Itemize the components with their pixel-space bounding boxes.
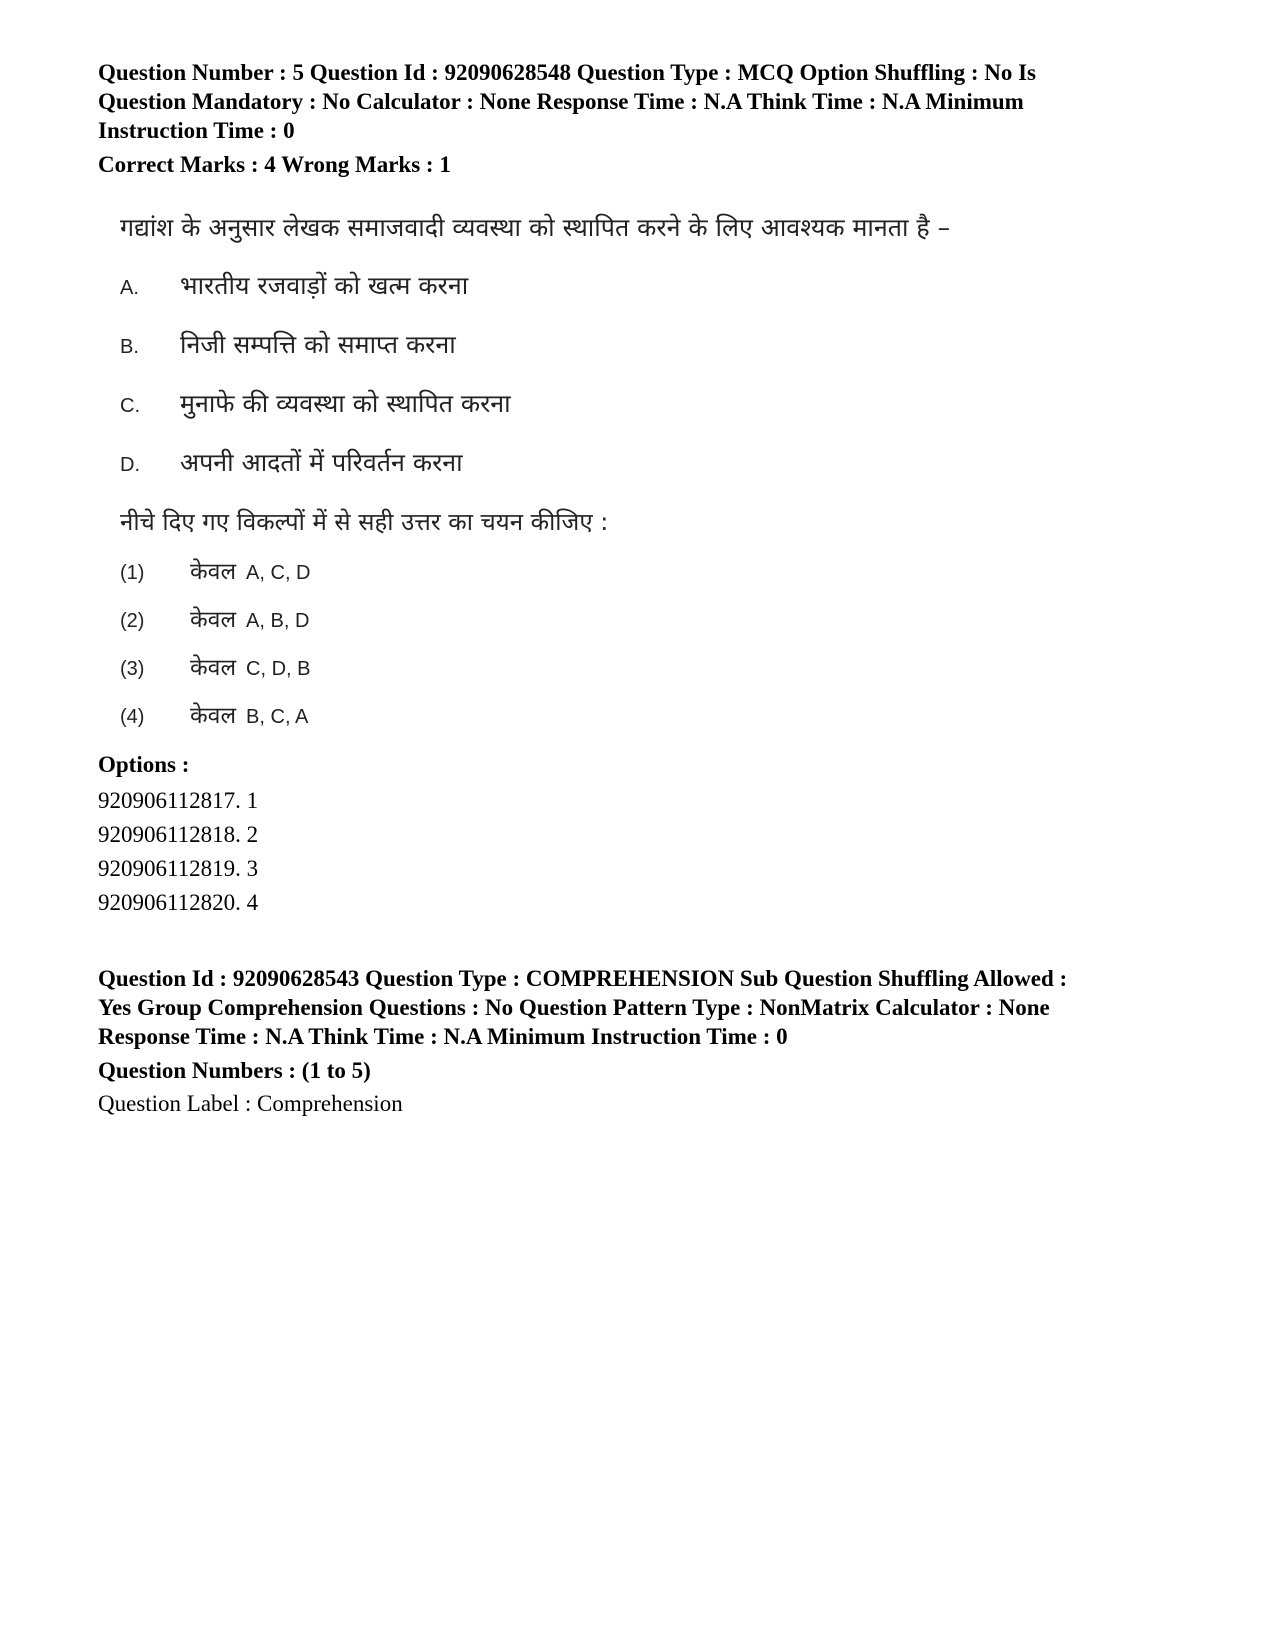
choice-word: केवल (190, 655, 237, 681)
comprehension-meta-line-1: Question Id : 92090628543 Question Type : COMPREHENSION Sub Question Shuffling Allowed : (98, 966, 1068, 991)
question-numbers: Question Numbers : (1 to 5) (98, 1058, 371, 1083)
comprehension-meta-line-2: Yes Group Comprehension Questions : No Question Pattern Type : NonMatrix Calculator : None (98, 995, 1050, 1020)
statement-text: भारतीय रजवाड़ों को खत्म करना (180, 271, 469, 300)
question-5-marks: Correct Marks : 4 Wrong Marks : 1 (98, 152, 451, 177)
choice-number: (3) (120, 658, 145, 680)
choice-4 (120, 701, 1198, 732)
statement-text: अपनी आदतों में परिवर्तन करना (180, 448, 463, 477)
question-stem: गद्यांश के अनुसार लेखक समाजवादी व्यवस्था को स्थापित करने के लिए आवश्यक मानता है – (120, 213, 951, 242)
choice-number: (2) (120, 610, 145, 632)
option-1: 920906112817. 1 (98, 788, 259, 813)
statement-letter: C. (120, 395, 140, 417)
choice-letters: A, B, D (246, 610, 310, 632)
comprehension-meta-line-3: Response Time : N.A Think Time : N.A Minimum Instruction Time : 0 (98, 1024, 788, 1049)
choice-3 (120, 653, 1198, 684)
choice-word: केवल (190, 559, 237, 585)
statement-letter: D. (120, 454, 140, 476)
comprehension-meta (98, 964, 1198, 1051)
choice-word: केवल (190, 703, 237, 729)
choice-letters: A, C, D (246, 562, 311, 584)
option-3: 920906112819. 3 (98, 856, 259, 881)
option-2: 920906112818. 2 (98, 822, 259, 847)
statement-d (120, 446, 1198, 482)
options-label: Options : (98, 752, 190, 777)
question-5-meta-line-2: Question Mandatory : No Calculator : None Response Time : N.A Think Time : N.A Minimum (98, 89, 1024, 114)
statement-a (120, 269, 1198, 305)
statement-b (120, 328, 1198, 364)
question-5-content (120, 211, 1198, 732)
question-5-meta-line-3: Instruction Time : 0 (98, 118, 295, 143)
choice-letters: C, D, B (246, 658, 311, 680)
statement-text: मुनाफे की व्यवस्था को स्थापित करना (180, 389, 511, 418)
choice-number: (4) (120, 706, 145, 728)
question-5-meta-line-1: Question Number : 5 Question Id : 92090628548 Question Type : MCQ Option Shuffling : No Is (98, 60, 1037, 85)
statement-letter: B. (120, 336, 139, 358)
statement-c (120, 387, 1198, 423)
choice-1 (120, 557, 1198, 588)
question-5-block (98, 58, 1198, 920)
choice-number: (1) (120, 562, 145, 584)
choice-instruction: नीचे दिए गए विकल्पों में से सही उत्तर का चयन कीजिए : (120, 508, 609, 536)
choice-2 (120, 605, 1198, 636)
question-label: Question Label : Comprehension (98, 1091, 403, 1116)
option-4: 920906112820. 4 (98, 890, 259, 915)
question-5-meta (98, 58, 1198, 145)
document-page (98, 58, 1198, 1119)
choice-letters: B, C, A (246, 706, 309, 728)
comprehension-block (98, 964, 1198, 1119)
statement-text: निजी सम्पत्ति को समाप्त करना (180, 330, 456, 359)
statement-letter: A. (120, 277, 139, 299)
choice-word: केवल (190, 607, 237, 633)
